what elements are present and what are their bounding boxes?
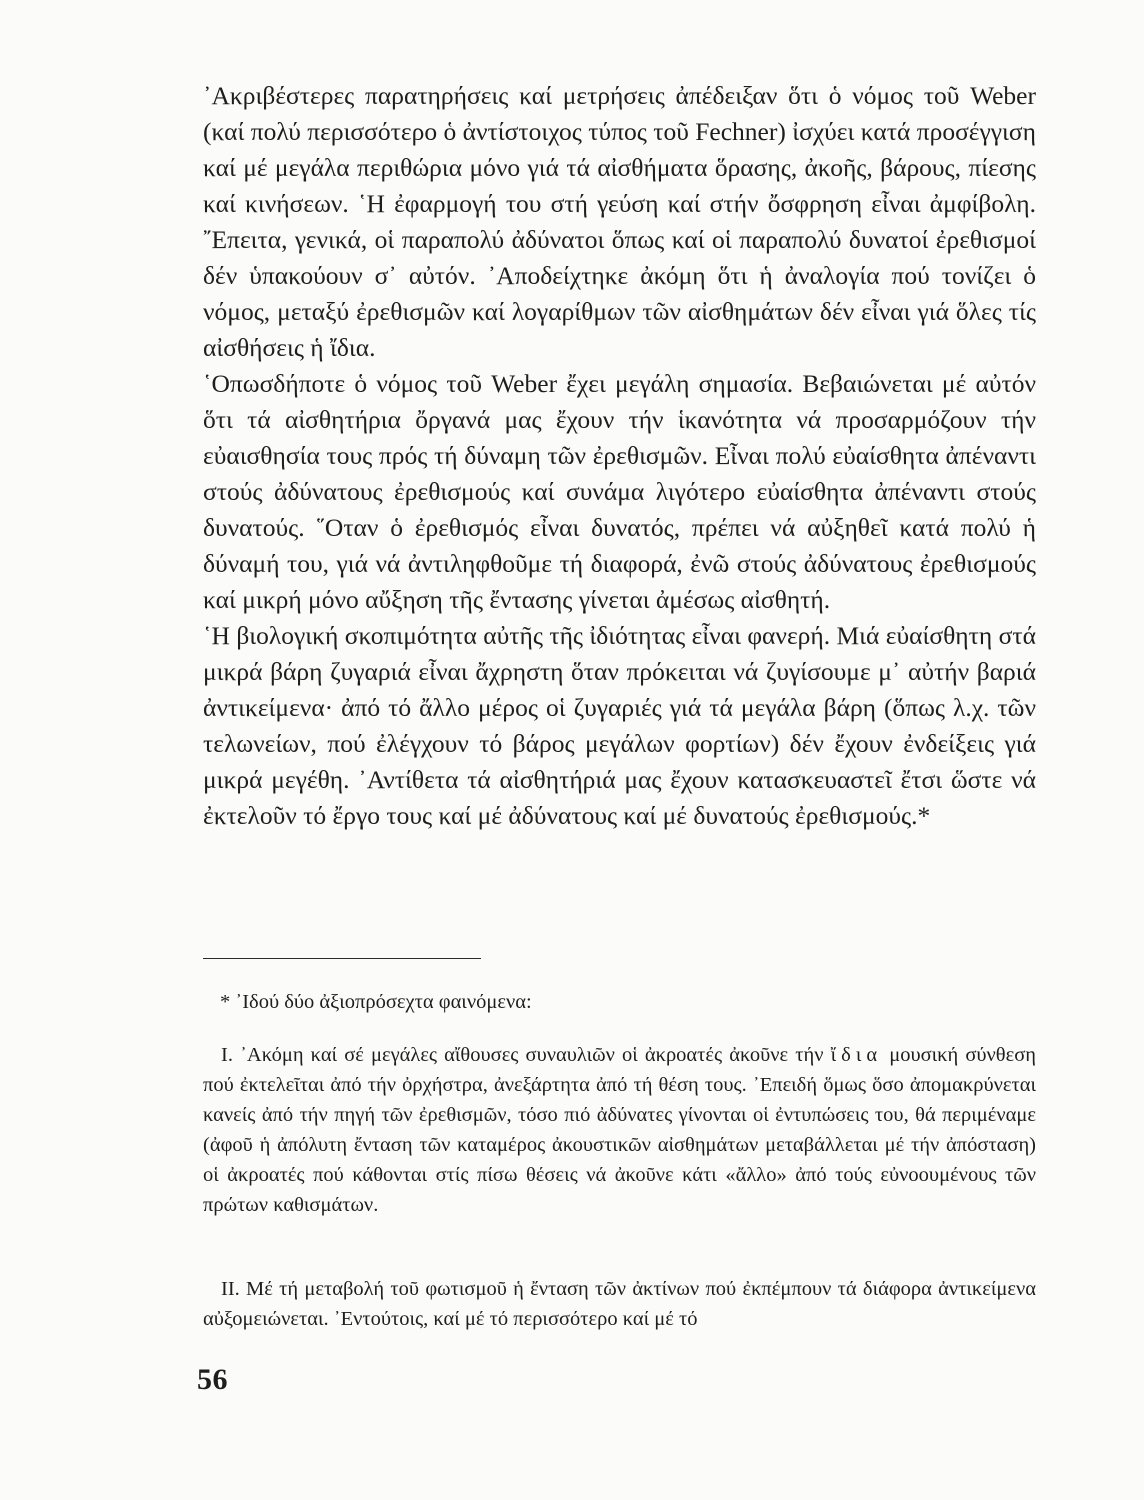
footnote-item-1-start: Ι. ᾿Ακόμη καί σέ μεγάλες αἴθουσες συναυλιῶν οἱ ἀκροατές ἀκοῦνε τήν [221,1044,831,1066]
footnote-item-1 [203,1040,1036,1220]
footnote-separator [203,958,481,959]
paragraph-2: ῾Οπωσδήποτε ὁ νόμος τοῦ Weber ἔχει μεγάλη σημασία. Βεβαιώνεται μέ αὐτόν ὅτι τά αἰσθητήρια ὄργανά μας ἔχουν τήν ἱκανότητα νά προσαρμόζουν τήν εὐαισθησία τους πρός τή δύναμη τῶν ἐρεθισμῶν. Εἶναι πολύ εὐαίσθητα ἀπέναντι στούς ἀδύνατους ἐρεθισμούς καί συνάμα λιγότερο εὐαίσθητα ἀπέναντι στούς δυνατούς. ῞Οταν ὁ ἐρεθισμός εἶναι δυνατός, πρέπει νά αὐξηθεῖ κατά πολύ ἡ δύναμή του, γιά νά ἀντιληφθοῦμε τή διαφορά, ἐνῶ στούς ἀδύνατους ἐρεθισμούς καί μικρή μόνο αὔξηση τῆς ἔντασης γίνεται ἀμέσως αἰσθητή. [203,369,1036,614]
footnote-intro: * ᾿Ιδού δύο ἀξιοπρόσεχτα φαινόμενα: [220,991,532,1013]
footnote-item-1-rest: μουσική σύνθεση πού ἐκτελεῖται ἀπό τήν ὀρχήστρα, ἀνεξάρτητα ἀπό τή θέση τους. ᾿Επειδή ὅμως ὅσο ἀπομακρύνεται κανείς ἀπό τήν πηγή τῶν ἐρεθισμῶν, τόσο πιό ἀδύνατες γίνονται οἱ ἐντυπώσεις του, θά περιμέναμε (ἀφοῦ ἡ ἀπόλυτη ἔνταση τῶν καταμέρος ἀκουστικῶν αἰσθημάτων μεταβάλλεται μέ τήν ἀπόσταση) οἱ ἀκροατές πού κάθονται στίς πίσω θέσεις νά ἀκοῦνε κάτι «ἄλλο» ἀπό τούς εὐνοουμένους τῶν πρώτων καθισμάτων. [203,1044,1036,1216]
paragraph-1: ᾿Ακριβέστερες παρατηρήσεις καί μετρήσεις ἀπέδειξαν ὅτι ὁ νόμος τοῦ Weber (καί πολύ περισσότερο ὁ ἀντίστοιχος τύπος τοῦ Fechner) ἰσχύει κατά προσέγγιση καί μέ μεγάλα περιθώρια μόνο γιά τά αἰσθήματα ὅρασης, ἀκοῆς, βάρους, πίεσης καί κινήσεων. ῾Η ἐφαρμογή του στή γεύση καί στήν ὄσφρηση εἶναι ἀμφίβολη. ῎Επειτα, γενικά, οἱ παραπολύ ἀδύνατοι ὅπως καί οἱ παραπολύ δυνατοί ἐρεθισμοί δέν ὑπακούουν σ᾿ αὐτόν. ᾿Αποδείχτηκε ἀκόμη ὅτι ἡ ἀναλογία πού τονίζει ὁ νόμος, μεταξύ ἐρεθισμῶν καί λογαρίθμων τῶν αἰσθημάτων δέν εἶναι γιά ὅλες τίς αἰσθήσεις ἡ ἴδια. [203,81,1036,362]
footnote-item-1-emphasis: ἴδια [830,1044,883,1066]
footnote-item-2-text: ΙΙ. Μέ τή μεταβολή τοῦ φωτισμοῦ ἡ ἔνταση τῶν ἀκτίνων πού ἐκπέμπουν τά διάφορα ἀντικείμενα αὐξομειώνεται. ᾿Εντούτοις, καί μέ τό περισσότερο καί μέ τό [203,1278,1036,1330]
main-text [203,78,1036,834]
footnote-item-2 [203,1274,1036,1334]
page-number: 56 [197,1363,228,1396]
paragraph-3: ῾Η βιολογική σκοπιμότητα αὐτῆς τῆς ἰδιότητας εἶναι φανερή. Μιά εὐαίσθητη στά μικρά βάρη ζυγαριά εἶναι ἄχρηστη ὅταν πρόκειται νά ζυγίσουμε μ᾿ αὐτήν βαριά ἀντικείμενα· ἀπό τό ἄλλο μέρος οἱ ζυγαριές γιά τά μεγάλα βάρη (ὅπως λ.χ. τῶν τελωνείων, πού ἐλέγχουν τό βάρος μεγάλων φορτίων) δέν ἔχουν ἐνδείξεις γιά μικρά μεγέθη. ᾿Αντίθετα τά αἰσθητήριά μας ἔχουν κατασκευαστεῖ ἔτσι ὥστε νά ἐκτελοῦν τό ἔργο τους καί μέ ἀδύνατους καί μέ δυνατούς ἐρεθισμούς.* [203,621,1036,830]
